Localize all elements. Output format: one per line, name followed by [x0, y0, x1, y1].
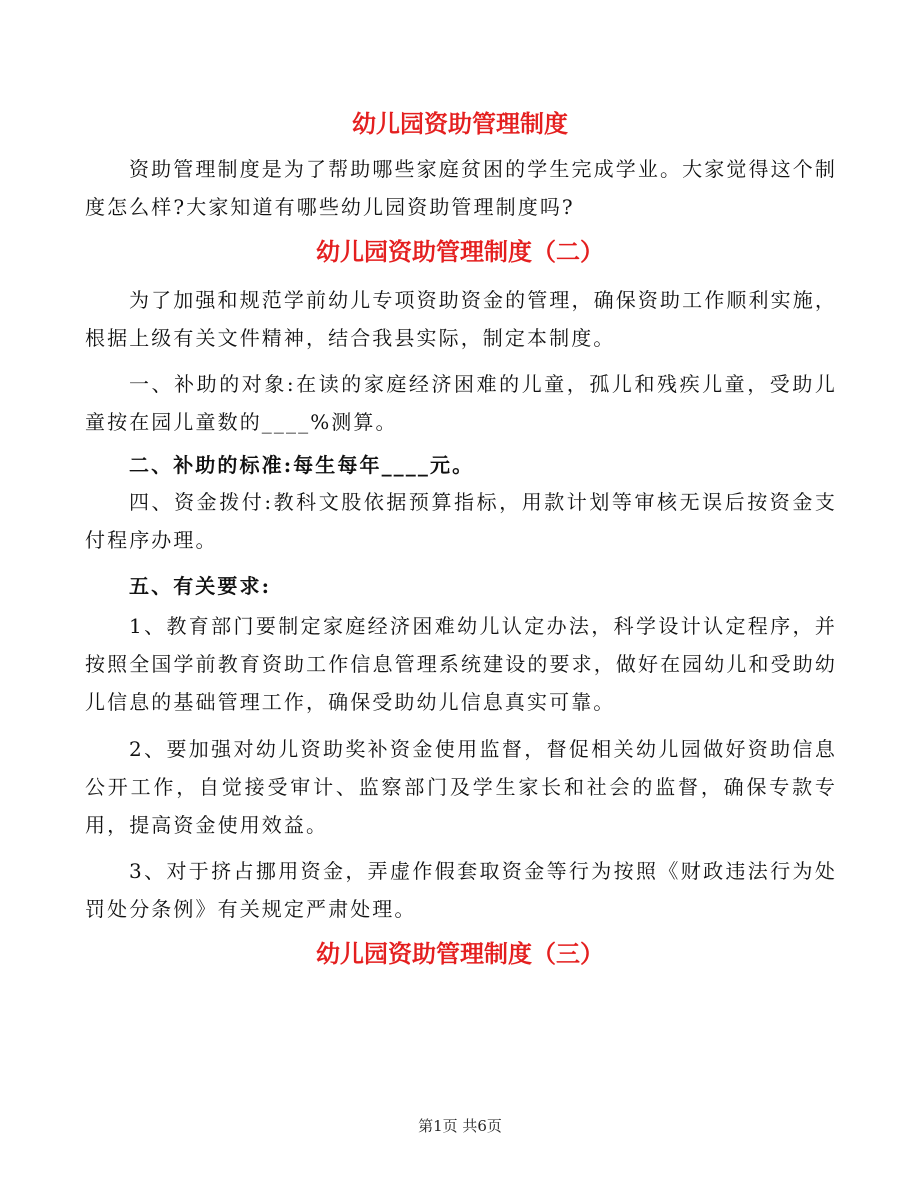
paragraph-requirements-heading: 五、有关要求: [129, 574, 272, 598]
page-number: 第1页 共6页 [418, 1117, 502, 1135]
paragraph-fund-allocation: 四、资金拨付:教科文股依据预算指标，用款计划等审核无误后按资金支付程序办理。 [85, 490, 837, 552]
paragraph-requirement-2: 2、要加强对幼儿资助奖补资金使用监督，督促相关幼儿园做好资助信息公开工作，自觉接受审计、监察部门及学生家长和社会的监督，确保专款专用，提高资金使用效益。 [85, 737, 837, 837]
paragraph-purpose: 为了加强和规范学前幼儿专项资助资金的管理，确保资助工作顺利实施，根据上级有关文件精神，结合我县实际，制定本制度。 [85, 288, 837, 350]
doc-title-2: 幼儿园资助管理制度（二） [316, 237, 604, 266]
paragraph-subsidy-standard: 二、补助的标准:每生每年____元。 [129, 453, 475, 477]
doc-title-1: 幼儿园资助管理制度 [352, 109, 568, 138]
paragraph-requirement-1: 1、教育部门要制定家庭经济困难幼儿认定办法，科学设计认定程序，并按照全国学前教育资助工作信息管理系统建设的要求，做好在园幼儿和受助幼儿信息的基础管理工作，确保受助幼儿信息真实可靠。 [85, 614, 837, 714]
doc-title-3: 幼儿园资助管理制度（三） [316, 939, 604, 968]
paragraph-subsidy-target: 一、补助的对象:在读的家庭经济困难的儿童，孤儿和残疾儿童，受助儿童按在园儿童数的____%测算。 [85, 372, 837, 434]
paragraph-requirement-3: 3、对于挤占挪用资金，弄虚作假套取资金等行为按照《财政违法行为处罚处分条例》有关规定严肃处理。 [85, 859, 837, 921]
intro-paragraph: 资助管理制度是为了帮助哪些家庭贫困的学生完成学业。大家觉得这个制度怎么样?大家知道有哪些幼儿园资助管理制度吗? [85, 157, 837, 219]
